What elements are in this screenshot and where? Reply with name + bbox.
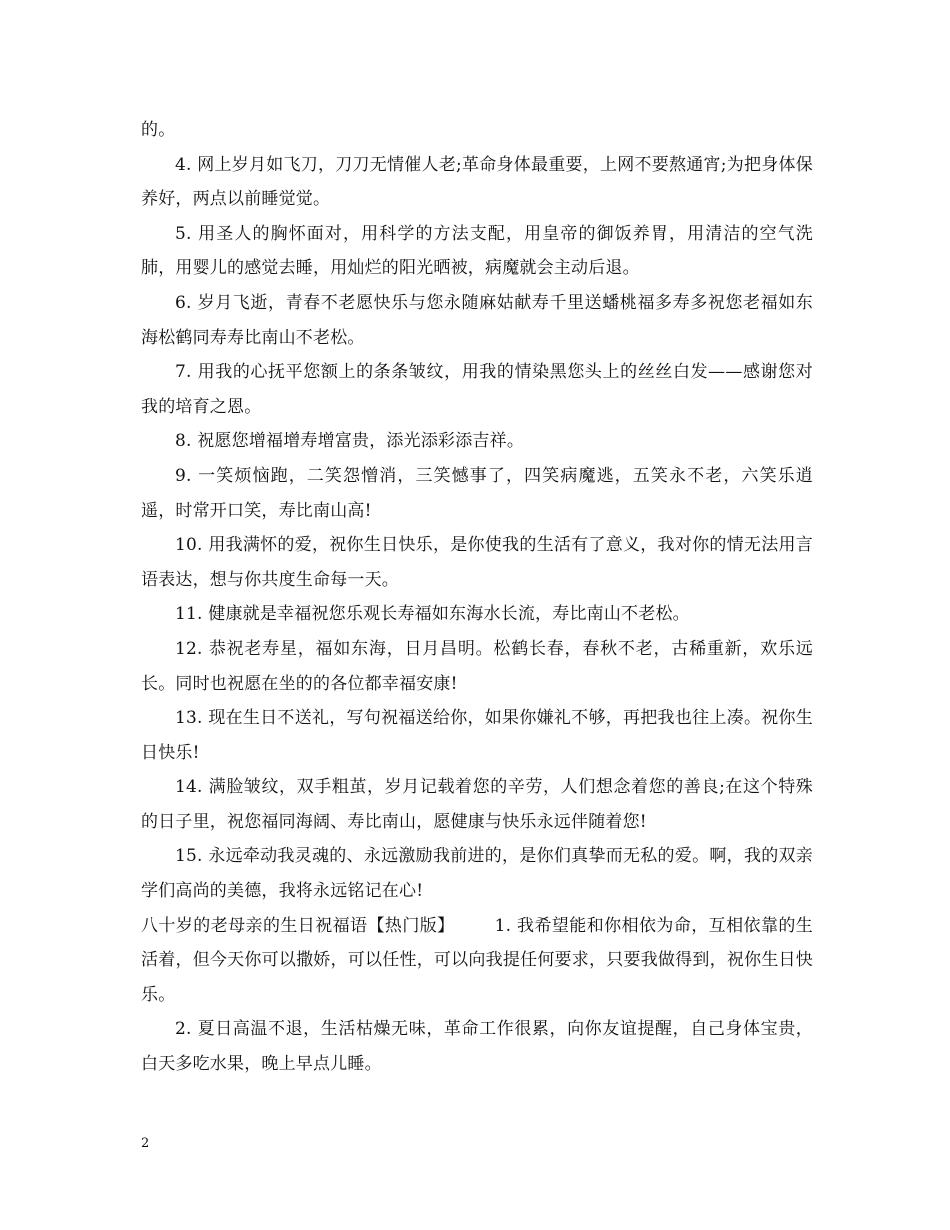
paragraph-item-9: 9. 一笑烦恼跑，二笑怨憎消，三笑憾事了，四笑病魔逃，五笑永不老，六笑乐逍遥，时常开口笑，寿比南山高!	[141, 465, 813, 521]
section-heading: 八十岁的老母亲的生日祝福语【热门版】	[141, 915, 455, 936]
paragraph-item-4: 4. 网上岁月如飞刀，刀刀无情催人老;革命身体最重要，上网不要熬通宵;为把身体保养好，两点以前睡觉觉。	[141, 154, 813, 210]
paragraph-item-12: 12. 恭祝老寿星，福如东海，日月昌明。松鹤长春，春秋不老，古稀重新，欢乐远长。同时也祝愿在坐的的各位都幸福安康!	[141, 638, 813, 694]
paragraph-item-8: 8. 祝愿您增福增寿增富贵，添光添彩添吉祥。	[175, 431, 525, 452]
paragraph-item-5: 5. 用圣人的胸怀面对，用科学的方法支配，用皇帝的御饭养胃，用清洁的空气洗肺，用婴儿的感觉去睡，用灿烂的阳光晒被，病魔就会主动后退。	[141, 223, 813, 279]
paragraph-continuation: 的。	[141, 120, 176, 140]
paragraph-item-11: 11. 健康就是幸福祝您乐观长寿福如东海水长流，寿比南山不老松。	[175, 604, 690, 625]
section-heading-paragraph	[141, 909, 813, 1013]
paragraph-item-13: 13. 现在生日不送礼，写句祝福送给你，如果你嫌礼不够，再把我也往上凑。祝你生日快乐!	[141, 708, 813, 763]
section-item-1: 1. 我希望能和你相依为命，互相依靠的生活着，但今天你可以撒娇，可以任性，可以向我提任何要求，只要我做得到，祝你生日快乐。	[141, 915, 813, 1005]
paragraph-item-10: 10. 用我满怀的爱，祝你生日快乐，是你使我的生活有了意义，我对你的情无法用言语表达，想与你共度生命每一天。	[141, 535, 813, 590]
paragraph-item-7: 7. 用我的心抚平您额上的条条皱纹，用我的情染黑您头上的丝丝白发——感谢您对我的培育之恩。	[141, 362, 813, 417]
paragraph-item-14: 14. 满脸皱纹，双手粗茧，岁月记载着您的辛劳，人们想念着您的善良;在这个特殊的日子里，祝您福同海阔、寿比南山，愿健康与快乐永远伴随着您!	[141, 777, 813, 832]
document-body	[141, 113, 813, 1082]
paragraph-section-item-2: 2. 夏日高温不退，生活枯燥无味，革命工作很累，向你友谊提醒，自己身体宝贵，白天多吃水果，晚上早点儿睡。	[141, 1019, 813, 1075]
paragraph-item-6: 6. 岁月飞逝，青春不老愿快乐与您永随麻姑献寿千里送蟠桃福多寿多祝您老福如东海松鹤同寿寿比南山不老松。	[141, 292, 813, 348]
paragraph-item-15: 15. 永远牵动我灵魂的、永远激励我前进的，是你们真挚而无私的爱。啊，我的双亲学们高尚的美德，我将永远铭记在心!	[141, 846, 813, 902]
page-number: 2	[141, 1136, 150, 1151]
